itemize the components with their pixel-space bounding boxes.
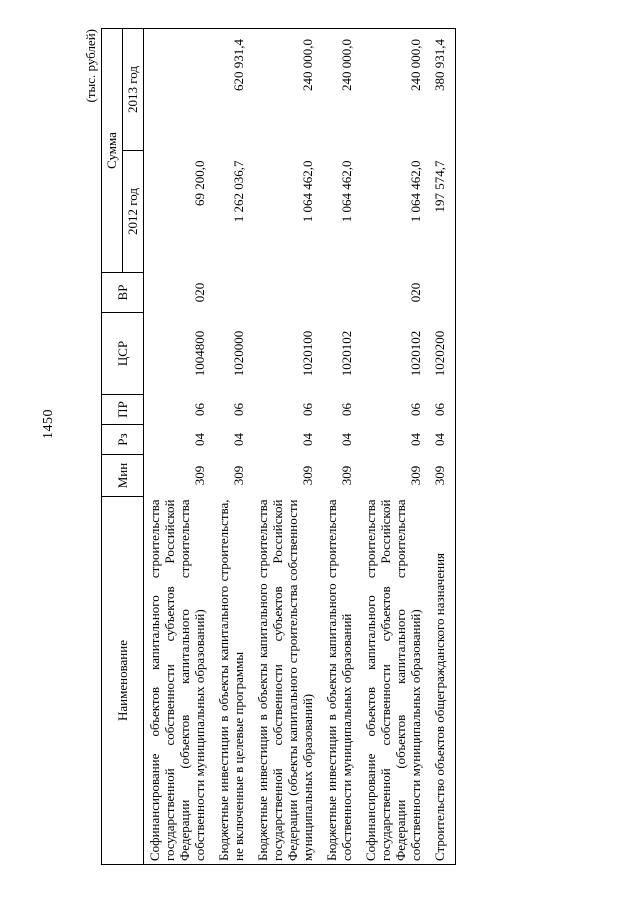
row-sum-2012: 197 574,7 [431,151,456,273]
header-sum: Сумма [102,29,123,273]
table-body [144,29,456,865]
row-csr: 1020102 [339,330,354,377]
row-sum-2013 [144,29,216,151]
row-pr: 06 [300,403,315,416]
row-min: 309 [231,465,246,486]
row-name: Софинансирование объектов капитального строительства государственной собственности субъектов Российской Федерации (объектов капитального строительства собственности муниципальных образований) [362,497,431,865]
row-vr [215,273,254,313]
row-vr [431,273,456,313]
row-sum-2013: 380 931,4 [431,29,456,151]
row-sum-2012: 1 064 462,0 [408,160,423,223]
header-csr: ЦСР [102,313,144,395]
row-pr: 06 [339,403,354,416]
row-min: 309 [192,465,207,486]
row-sum-2012: 1 064 462,0 [339,160,354,223]
row-rz: 04 [192,433,207,446]
row-pr: 06 [431,395,456,425]
units-label: (тыс. рублей) [83,29,98,103]
table-row [144,29,216,865]
document-sheet [83,27,613,865]
row-sum-2013: 620 931,4 [215,29,254,151]
header-min: Мин [102,455,144,497]
row-sum-2012: 1 064 462,0 [300,160,315,223]
row-rz: 04 [431,425,456,455]
header-vr: ВР [102,273,144,313]
row-pr: 06 [231,403,246,416]
row-pr: 06 [192,403,207,416]
table-header [102,29,144,865]
table-row [362,29,431,865]
row-vr: 020 [408,282,423,303]
page-number: 1450 [41,409,56,439]
row-pr: 06 [408,403,423,416]
row-min: 309 [339,465,354,486]
table-row [323,29,362,865]
row-vr [323,273,362,313]
row-csr: 1020000 [231,330,246,377]
row-name: Строительство объектов общегражданского назначения [431,497,456,865]
header-year-2012: 2012 год [123,151,144,273]
table-row [215,29,254,865]
row-sum-2013: 240 000,0 [323,29,362,151]
row-vr: 020 [192,282,207,303]
row-min: 309 [431,455,456,497]
row-sum-2012: 1 262 036,7 [231,160,246,223]
row-rz: 04 [231,433,246,446]
row-name: Бюджетные инвестиции в объекты капитального строительства собственности муниципальных образований [323,497,362,865]
row-sum-2013: 240 000,0 [254,29,323,151]
row-csr: 1020102 [408,330,423,377]
row-sum-2013: 240 000,0 [362,29,431,151]
header-pr: ПР [102,395,144,425]
row-sum-2012: 69 200,0 [192,160,207,206]
header-year-2013: 2013 год [123,29,144,151]
table-row [431,29,456,865]
row-min: 309 [408,465,423,486]
table-row [254,29,323,865]
header-rz: Рз [102,425,144,455]
row-rz: 04 [300,433,315,446]
row-name: Бюджетные инвестиции в объекты капитального строительства, не включенные в целевые программы [215,497,254,865]
row-rz: 04 [339,433,354,446]
row-min: 309 [300,465,315,486]
row-name: Бюджетные инвестиции в объекты капитального строительства государственной собственности субъектов Российской Федерации (объекты капитального строительства собственности муниципальных образований) [254,497,323,865]
row-csr: 1020100 [300,330,315,377]
row-name: Софинансирование объектов капитального строительства государственной собственности субъектов Российской Федерации (объектов капитального строительства собственности муниципальных образований) [144,497,216,865]
budget-table [101,28,456,865]
row-vr [254,273,323,313]
row-csr: 1020200 [431,313,456,395]
header-name: Наименование [102,497,144,865]
row-rz: 04 [408,433,423,446]
row-csr: 1004800 [192,330,207,377]
